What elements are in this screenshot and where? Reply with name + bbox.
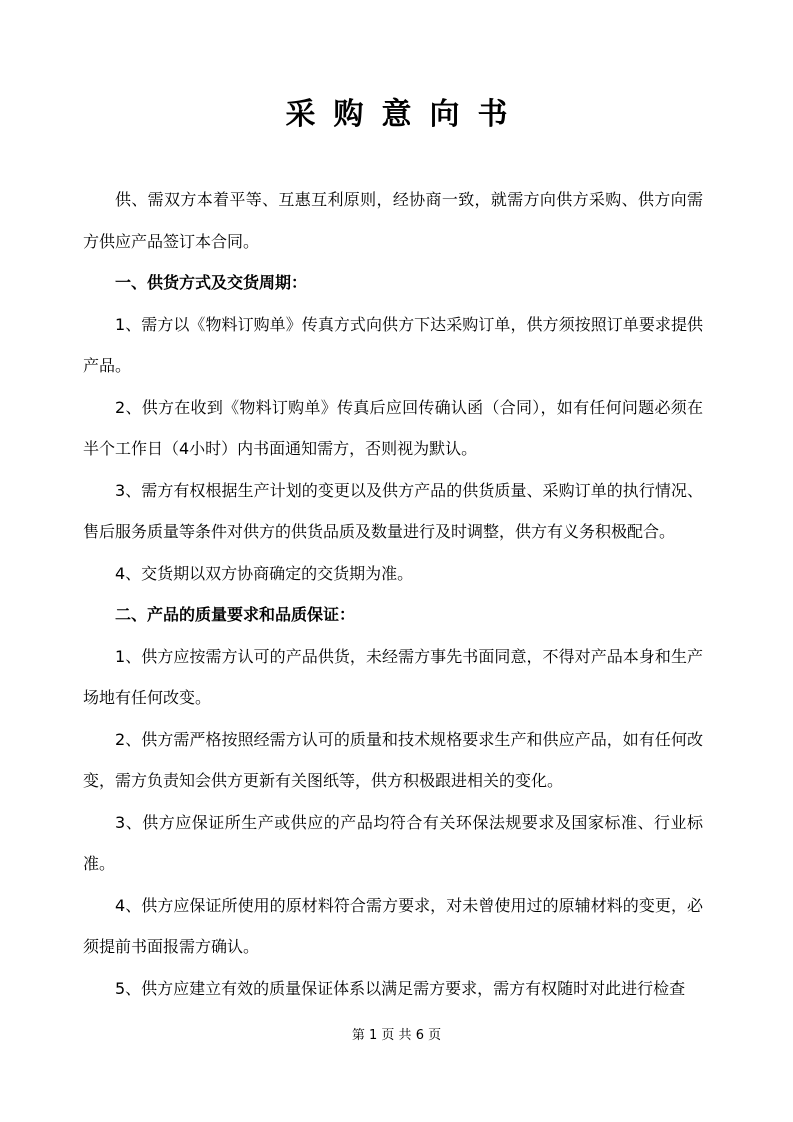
section-2-item-2: 2、供方需严格按照经需方认可的质量和技术规格要求生产和供应产品，如有任何改变，需方负责知会供方更新有关图纸等，供方积极跟进相关的变化。 xyxy=(83,729,703,790)
section-1-heading: 一、供货方式及交货周期： xyxy=(115,273,308,292)
section-2-item-1: 1、供方应按需方认可的产品供货，未经需方事先书面同意，不得对产品本身和生产场地有任何改变。 xyxy=(83,646,703,707)
section-2-heading: 二、产品的质量要求和品质保证： xyxy=(115,605,356,624)
section-1-item-2: 2、供方在收到《物料订购单》传真后应回传确认函（合同），如有任何问题必须在半个工作日（4小时）内书面通知需方，否则视为默认。 xyxy=(83,397,703,458)
section-1-item-1: 1、需方以《物料订购单》传真方式向供方下达采购订单，供方须按照订单要求提供产品。 xyxy=(83,314,703,375)
section-1-item-4: 4、交货期以双方协商确定的交货期为准。 xyxy=(115,563,414,583)
intro-paragraph: 供、需双方本着平等、互惠互利原则，经协商一致，就需方向供方采购、供方向需方供应产品签订本合同。 xyxy=(83,190,703,251)
page-footer: 第 1 页 共 6 页 xyxy=(351,1028,442,1043)
section-2-item-3: 3、供方应保证所生产或供应的产品均符合有关环保法规要求及国家标准、行业标准。 xyxy=(83,812,703,873)
section-2-item-4: 4、供方应保证所使用的原材料符合需方要求，对未曾使用过的原辅材料的变更，必须提前书面报需方确认。 xyxy=(83,895,703,956)
section-2-item-5: 5、供方应建立有效的质量保证体系以满足需方要求，需方有权随时对此进行检查 xyxy=(115,978,686,998)
section-1-item-3: 3、需方有权根据生产计划的变更以及供方产品的供货质量、采购订单的执行情况、售后服务质量等条件对供方的供货品质及数量进行及时调整，供方有义务积极配合。 xyxy=(83,480,703,541)
document-title: 采购意向书 xyxy=(285,97,526,132)
document-body xyxy=(83,179,703,1009)
